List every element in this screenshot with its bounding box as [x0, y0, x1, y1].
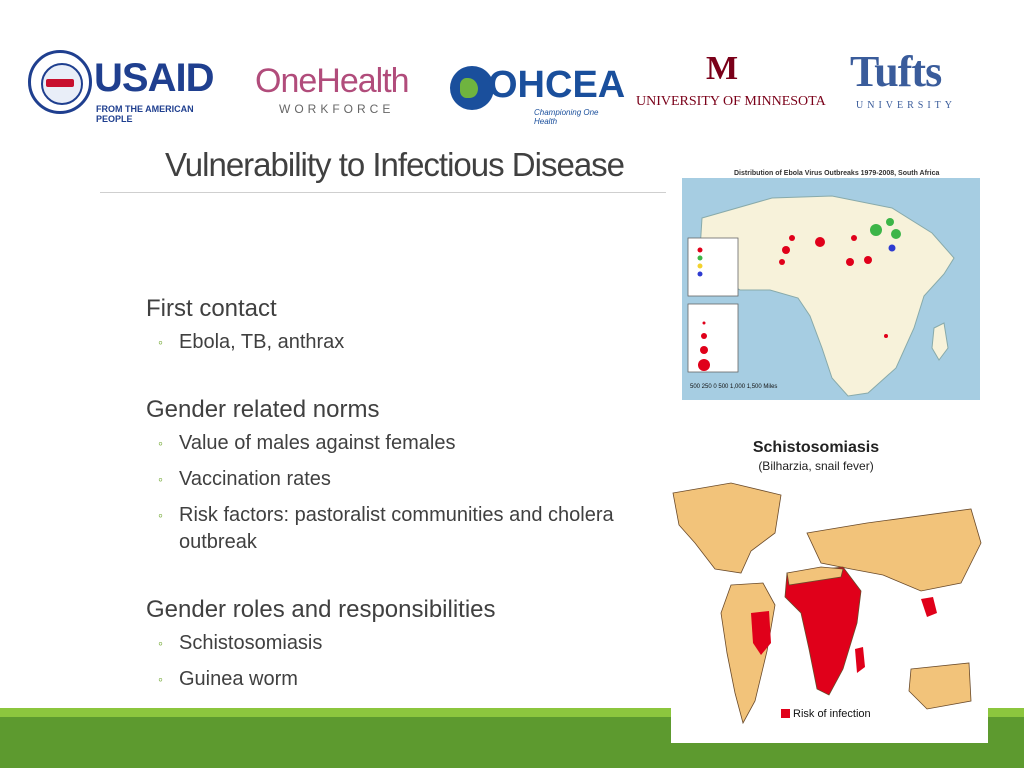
legend-swatch: [781, 709, 790, 718]
tufts-wordmark: Tufts: [850, 47, 942, 96]
usaid-seal-icon: [28, 50, 92, 114]
schistosomiasis-map: [671, 433, 988, 743]
bullet-item: ◦ Vaccination rates: [146, 466, 626, 493]
bullet-circle-icon: ◦: [158, 471, 163, 487]
bullet-item: ◦ Schistosomiasis: [146, 630, 626, 657]
ohcea-tagline: Championing One Health: [534, 108, 599, 126]
umn-wordmark: UNIVERSITY OF MINNESOTA: [636, 94, 826, 109]
onehealth-workforce-logo: [255, 62, 425, 122]
africa-map-svg: [682, 178, 980, 400]
partner-logos: [0, 0, 1024, 140]
tufts-university-wordmark: UNIVERSITY: [856, 100, 956, 111]
usaid-logo: [28, 50, 228, 130]
bullet-circle-icon: ◦: [158, 507, 163, 523]
bullet-item: ◦ Value of males against females: [146, 430, 626, 457]
university-of-minnesota-logo: [636, 50, 826, 120]
section-heading: First contact: [146, 295, 277, 322]
workforce-wordmark: WORKFORCE: [279, 102, 395, 116]
bullet-circle-icon: ◦: [158, 635, 163, 651]
ohcea-wordmark: OHCEA: [488, 64, 626, 106]
ohcea-logo: [450, 62, 626, 126]
usaid-wordmark: USAID: [94, 56, 214, 100]
title-divider: [100, 192, 670, 193]
ebola-map-title: Distribution of Ebola Virus Outbreaks 1979-2008, South Africa: [734, 170, 940, 177]
section-heading: Gender related norms: [146, 396, 380, 423]
section-gender-roles: [146, 596, 626, 693]
bullet-item: ◦ Risk factors: pastoralist communities and cholera outbreak: [158, 504, 614, 553]
map-ocean: [682, 178, 980, 400]
section-heading: Gender roles and responsibilities: [146, 596, 496, 623]
bullet-item: ◦ Ebola, TB, anthrax: [146, 329, 626, 356]
world-map-svg: [671, 473, 988, 743]
bullet-item: ◦ Guinea worm: [146, 666, 626, 693]
slide-title: Vulnerability to Infectious Disease: [165, 146, 625, 183]
onehealth-wordmark: OneHealth: [255, 62, 409, 100]
bullet-circle-icon: ◦: [158, 435, 163, 451]
schisto-map-legend: Risk of infection: [781, 708, 871, 720]
slide-content: [146, 295, 626, 715]
usaid-tagline: FROM THE AMERICAN PEOPLE: [96, 104, 194, 124]
section-first-contact: [146, 295, 626, 356]
schisto-map-title: Schistosomiasis: [752, 439, 880, 456]
schisto-map-subtitle: (Bilharzia, snail fever): [758, 459, 874, 473]
ebola-map-scale: 500 250 0 500 1,000 1,500 Miles: [690, 384, 778, 390]
bullet-circle-icon: ◦: [158, 334, 163, 350]
section-gender-norms: [146, 396, 626, 556]
umn-m-icon: M: [706, 50, 739, 87]
tufts-logo: [850, 47, 970, 120]
bullet-circle-icon: ◦: [158, 671, 163, 687]
ebola-outbreak-map: [666, 154, 988, 402]
